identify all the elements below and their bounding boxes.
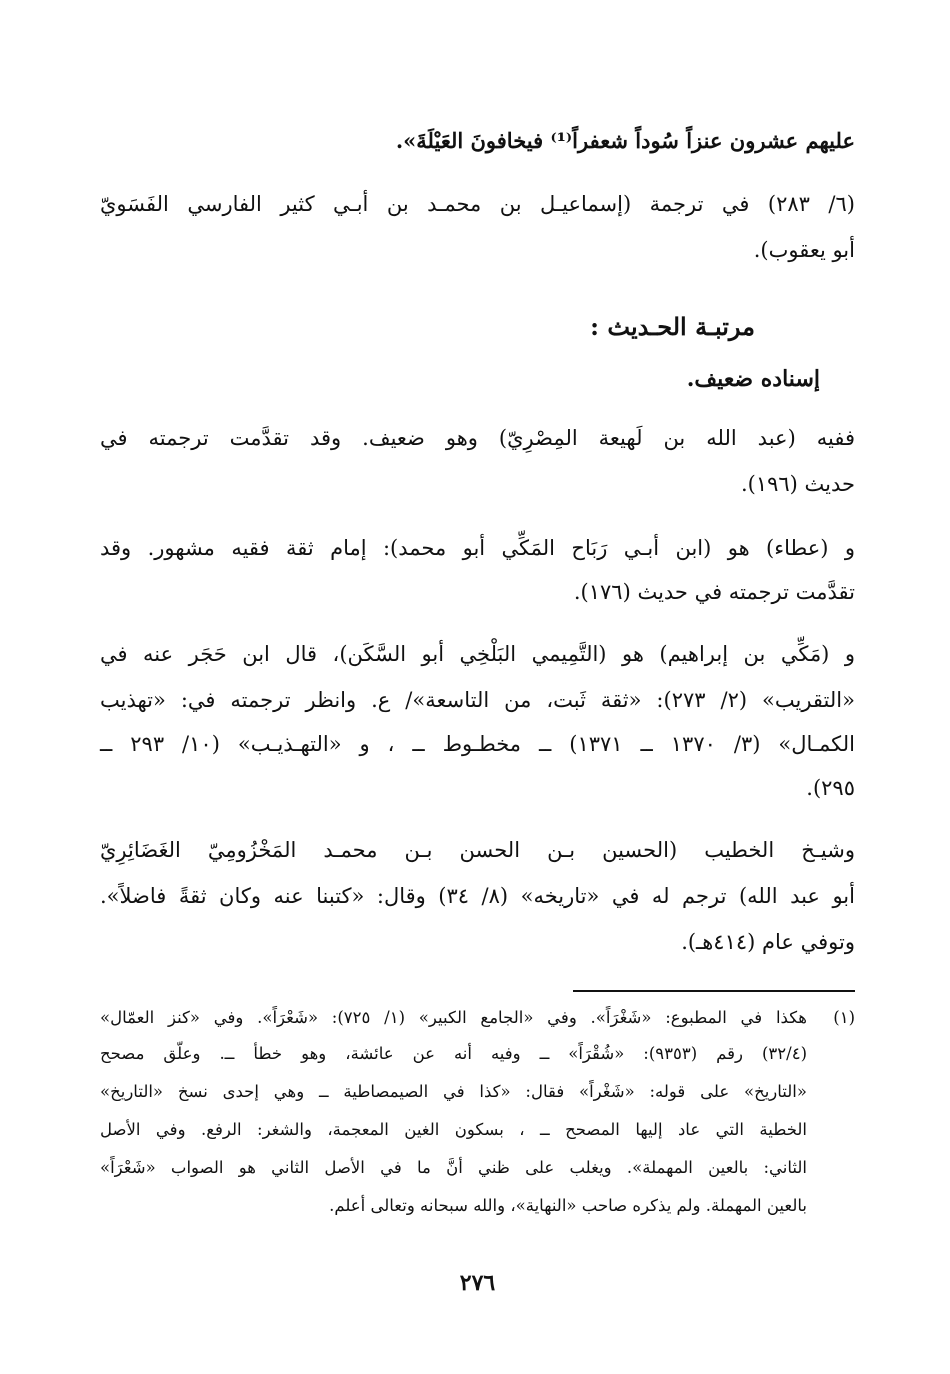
paragraph-line: و (عطاء) هو (ابن أبـي رَبَاح المَكِّي أبو محمد): إمام ثقة فقيه مشهور. وقد: [100, 536, 855, 560]
footnote-line: الخطية التي عاد إليها المصحح ــ ، بسكون الغين المعجمة، والشغر: الرفع. وفي الأصل: [100, 1120, 807, 1139]
footnote-line: «التاريخ» على قوله: «شَغْراً» فقال: «كذا في الصيمصاطية ــ وهي إحدى نسخ «التاريخ»: [100, 1082, 807, 1101]
paragraph-line: أبو عبد الله) ترجم له في «تاريخه» (٨/ ٣٤) وقال: «كتبنا عنه وكان ثقةً فاضلاً».: [100, 884, 855, 908]
paragraph-line: تقدَّمت ترجمته في حديث (١٧٦).: [573, 580, 855, 604]
paragraph-line: وتوفي عام (٤١٤هـ).: [681, 930, 855, 954]
footnote-line: بالعين المهملة. ولم يذكره صاحب «النهاية»، والله سبحانه وتعالى أعلم.: [329, 1196, 807, 1215]
section-heading: مرتبـة الحـديث :: [590, 312, 755, 341]
page-number: ٢٧٦: [459, 1270, 496, 1296]
paragraph-line: «التقريب» (٢/ ٢٧٣): «ثقة ثَبت، من التاسعة»/ ع. وانظر ترجمته في: «تهذيب: [100, 688, 855, 712]
paragraph-line: وشيـخ الخطيب (الحسين بـن الحسن بـن محمـد المَخْزُومِيّ الغَضَائِرِيّ: [100, 838, 855, 862]
paragraph-line: ٢٩٥).: [806, 776, 855, 800]
paragraph-line: حديث (١٩٦).: [740, 472, 855, 496]
paragraph-line: و (مَكِّي بن إبراهيم) هو (التَّمِيمي البَلْخِي أبو السَّكَن)، قال ابن حَجَر عنه في: [100, 642, 855, 666]
hadith-text-ending: عليهم عشرون عنزاً سُوداً شعفراً⁽¹⁾ فيخافونَ العَيْلَةَ».: [395, 128, 855, 153]
translation-reference-line: (٦/ ٢٨٣) في ترجمة (إسماعيـل بن محمـد بن أبـي كثير الفارسي الفَسَويّ: [100, 192, 855, 216]
paragraph-line: الكمـال» (٣/ ١٣٧٠ ــ ١٣٧١) ــ مخطـوط ــ ، و «التهـذيـب» (١٠/ ٢٩٣ ــ: [100, 732, 855, 756]
paragraph-line: ففيه (عبد الله بن لَهيعة المِصْرِيّ) وهو ضعيف. وقد تقدَّمت ترجمته في: [100, 426, 855, 450]
footnote-number: (١): [833, 1008, 855, 1027]
translation-reference-line: أبو يعقوب).: [753, 238, 855, 262]
footnote-line: (٣٢/٤) رقم (٩٣٥٣): «شُقْرَاً» ــ وفيه أنه عن عائشة، وهو خطأ ــ. وعلّق مصحح: [100, 1044, 807, 1063]
footnote-line: الثاني: بالعين المهملة». ويغلب على ظني أنَّ ما في الأصل الثاني هو الصواب «شَعْرَاً»: [100, 1158, 807, 1177]
grading-statement: إسناده ضعيف.: [686, 366, 820, 392]
document-page: [100, 0, 855, 1374]
footnote-separator: [573, 990, 855, 992]
footnote-line: هكذا في المطبوع: «شَغْرَاً». وفي «الجامع الكبير» (١/ ٧٢٥): «شَعْرَاً». وفي «كنز العمّال»: [100, 1008, 808, 1027]
